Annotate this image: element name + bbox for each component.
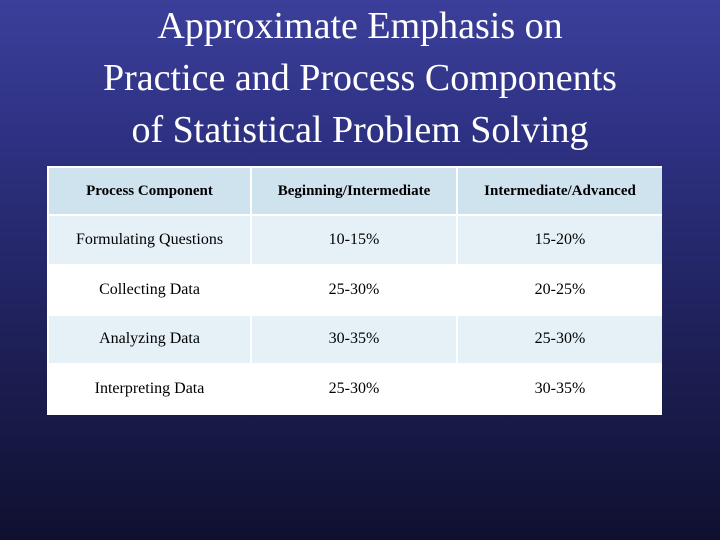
title-line-3: of Statistical Problem Solving <box>131 109 589 151</box>
title-line-1: Approximate Emphasis on <box>157 5 563 47</box>
cell-beginning-intermediate: 30-35% <box>252 316 456 364</box>
table-row <box>49 365 662 413</box>
cell-intermediate-advanced: 15-20% <box>458 216 662 264</box>
cell-intermediate-advanced: 20-25% <box>458 266 662 314</box>
table-row <box>49 216 662 264</box>
emphasis-table <box>47 166 664 415</box>
cell-beginning-intermediate: 25-30% <box>252 266 456 314</box>
cell-component: Analyzing Data <box>49 316 250 364</box>
table-row <box>49 316 662 364</box>
table-header-row <box>49 168 662 214</box>
cell-beginning-intermediate: 25-30% <box>252 365 456 413</box>
cell-component: Collecting Data <box>49 266 250 314</box>
cell-beginning-intermediate: 10-15% <box>252 216 456 264</box>
title-line-2: Practice and Process Components <box>103 57 617 99</box>
cell-component: Formulating Questions <box>49 216 250 264</box>
cell-intermediate-advanced: 25-30% <box>458 316 662 364</box>
cell-component: Interpreting Data <box>49 365 250 413</box>
slide-title <box>0 0 720 156</box>
header-intermediate-advanced: Intermediate/Advanced <box>458 168 662 214</box>
header-beginning-intermediate: Beginning/Intermediate <box>252 168 456 214</box>
table-row <box>49 266 662 314</box>
header-process-component: Process Component <box>49 168 250 214</box>
emphasis-table-container <box>47 166 662 415</box>
cell-intermediate-advanced: 30-35% <box>458 365 662 413</box>
